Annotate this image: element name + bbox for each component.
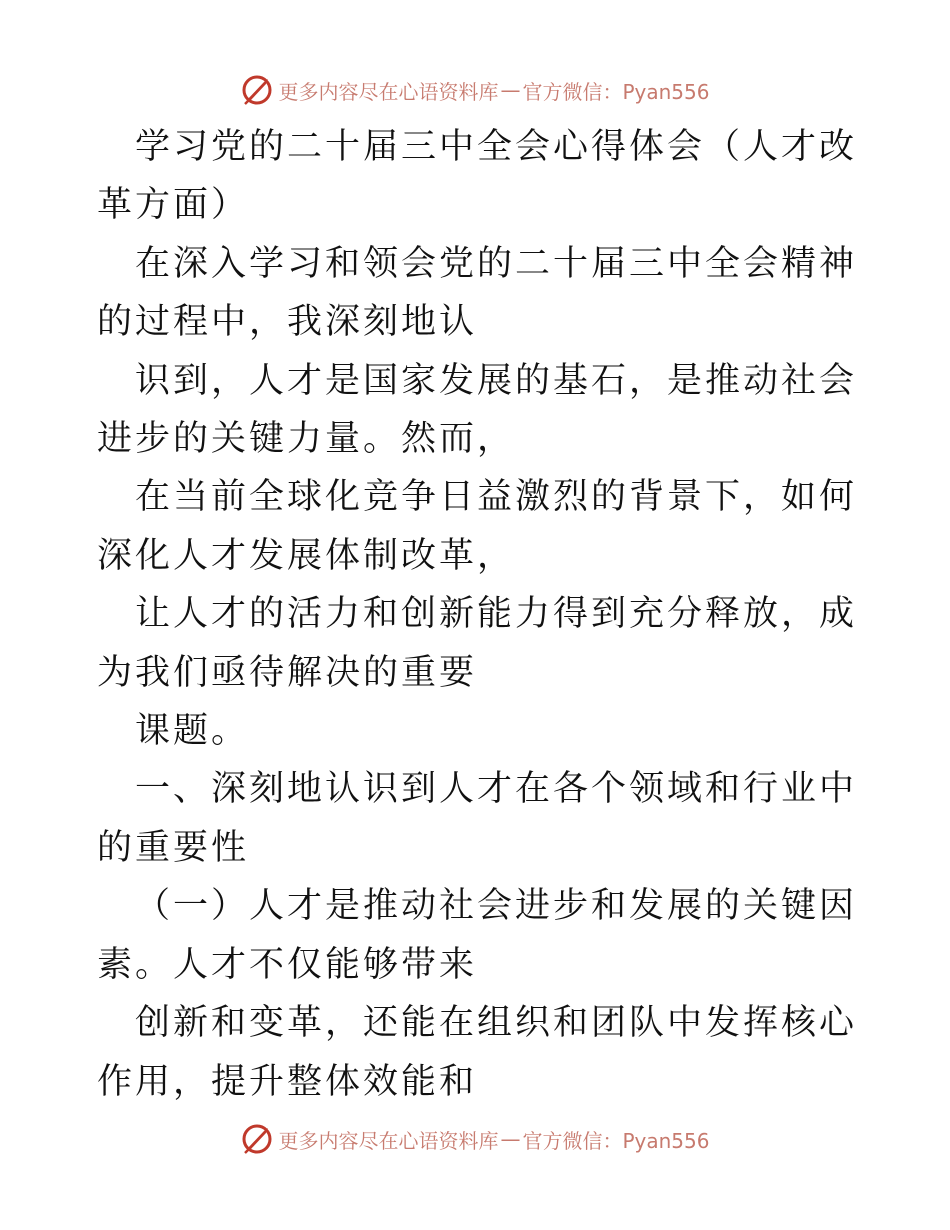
footer-banner xyxy=(0,1119,950,1159)
footer-contact-text: 官方微信：Pyan556 xyxy=(522,1128,710,1153)
section-heading: 一、深刻地认识到人才在各个领域和行业中的重要性 xyxy=(97,769,858,868)
paragraph: 识到，人才是国家发展的基石，是推动社会进步的关键力量。然而， xyxy=(97,360,858,460)
header-brand-text: 更多内容尽在心语资料库 xyxy=(278,79,499,104)
header-contact-text: 官方微信：Pyan556 xyxy=(522,79,710,104)
paragraph: 课题。 xyxy=(135,711,250,752)
paragraph: 创新和变革，还能在组织和团队中发挥核心作用，提升整体效能和 xyxy=(97,1003,858,1102)
footer-brand-text: 更多内容尽在心语资料库 xyxy=(278,1128,499,1153)
quill-logo-icon xyxy=(240,1122,274,1156)
quill-logo-icon xyxy=(240,73,274,107)
paragraph: 让人才的活力和创新能力得到充分释放，成为我们亟待解决的重要 xyxy=(97,594,858,693)
paragraph: 在当前全球化竞争日益激烈的背景下，如何深化人才发展体制改革， xyxy=(97,477,858,576)
paragraph: （一）人才是推动社会进步和发展的关键因素。人才不仅能够带来 xyxy=(97,886,858,985)
header-banner xyxy=(0,70,950,110)
header-separator: — xyxy=(500,78,521,102)
footer-separator: — xyxy=(500,1127,521,1151)
document-body xyxy=(97,118,857,1111)
paragraph-title: 学习党的二十届三中全会心得体会（人才改革方面） xyxy=(97,127,858,226)
paragraph: 在深入学习和领会党的二十届三中全会精神的过程中，我深刻地认 xyxy=(97,243,858,343)
